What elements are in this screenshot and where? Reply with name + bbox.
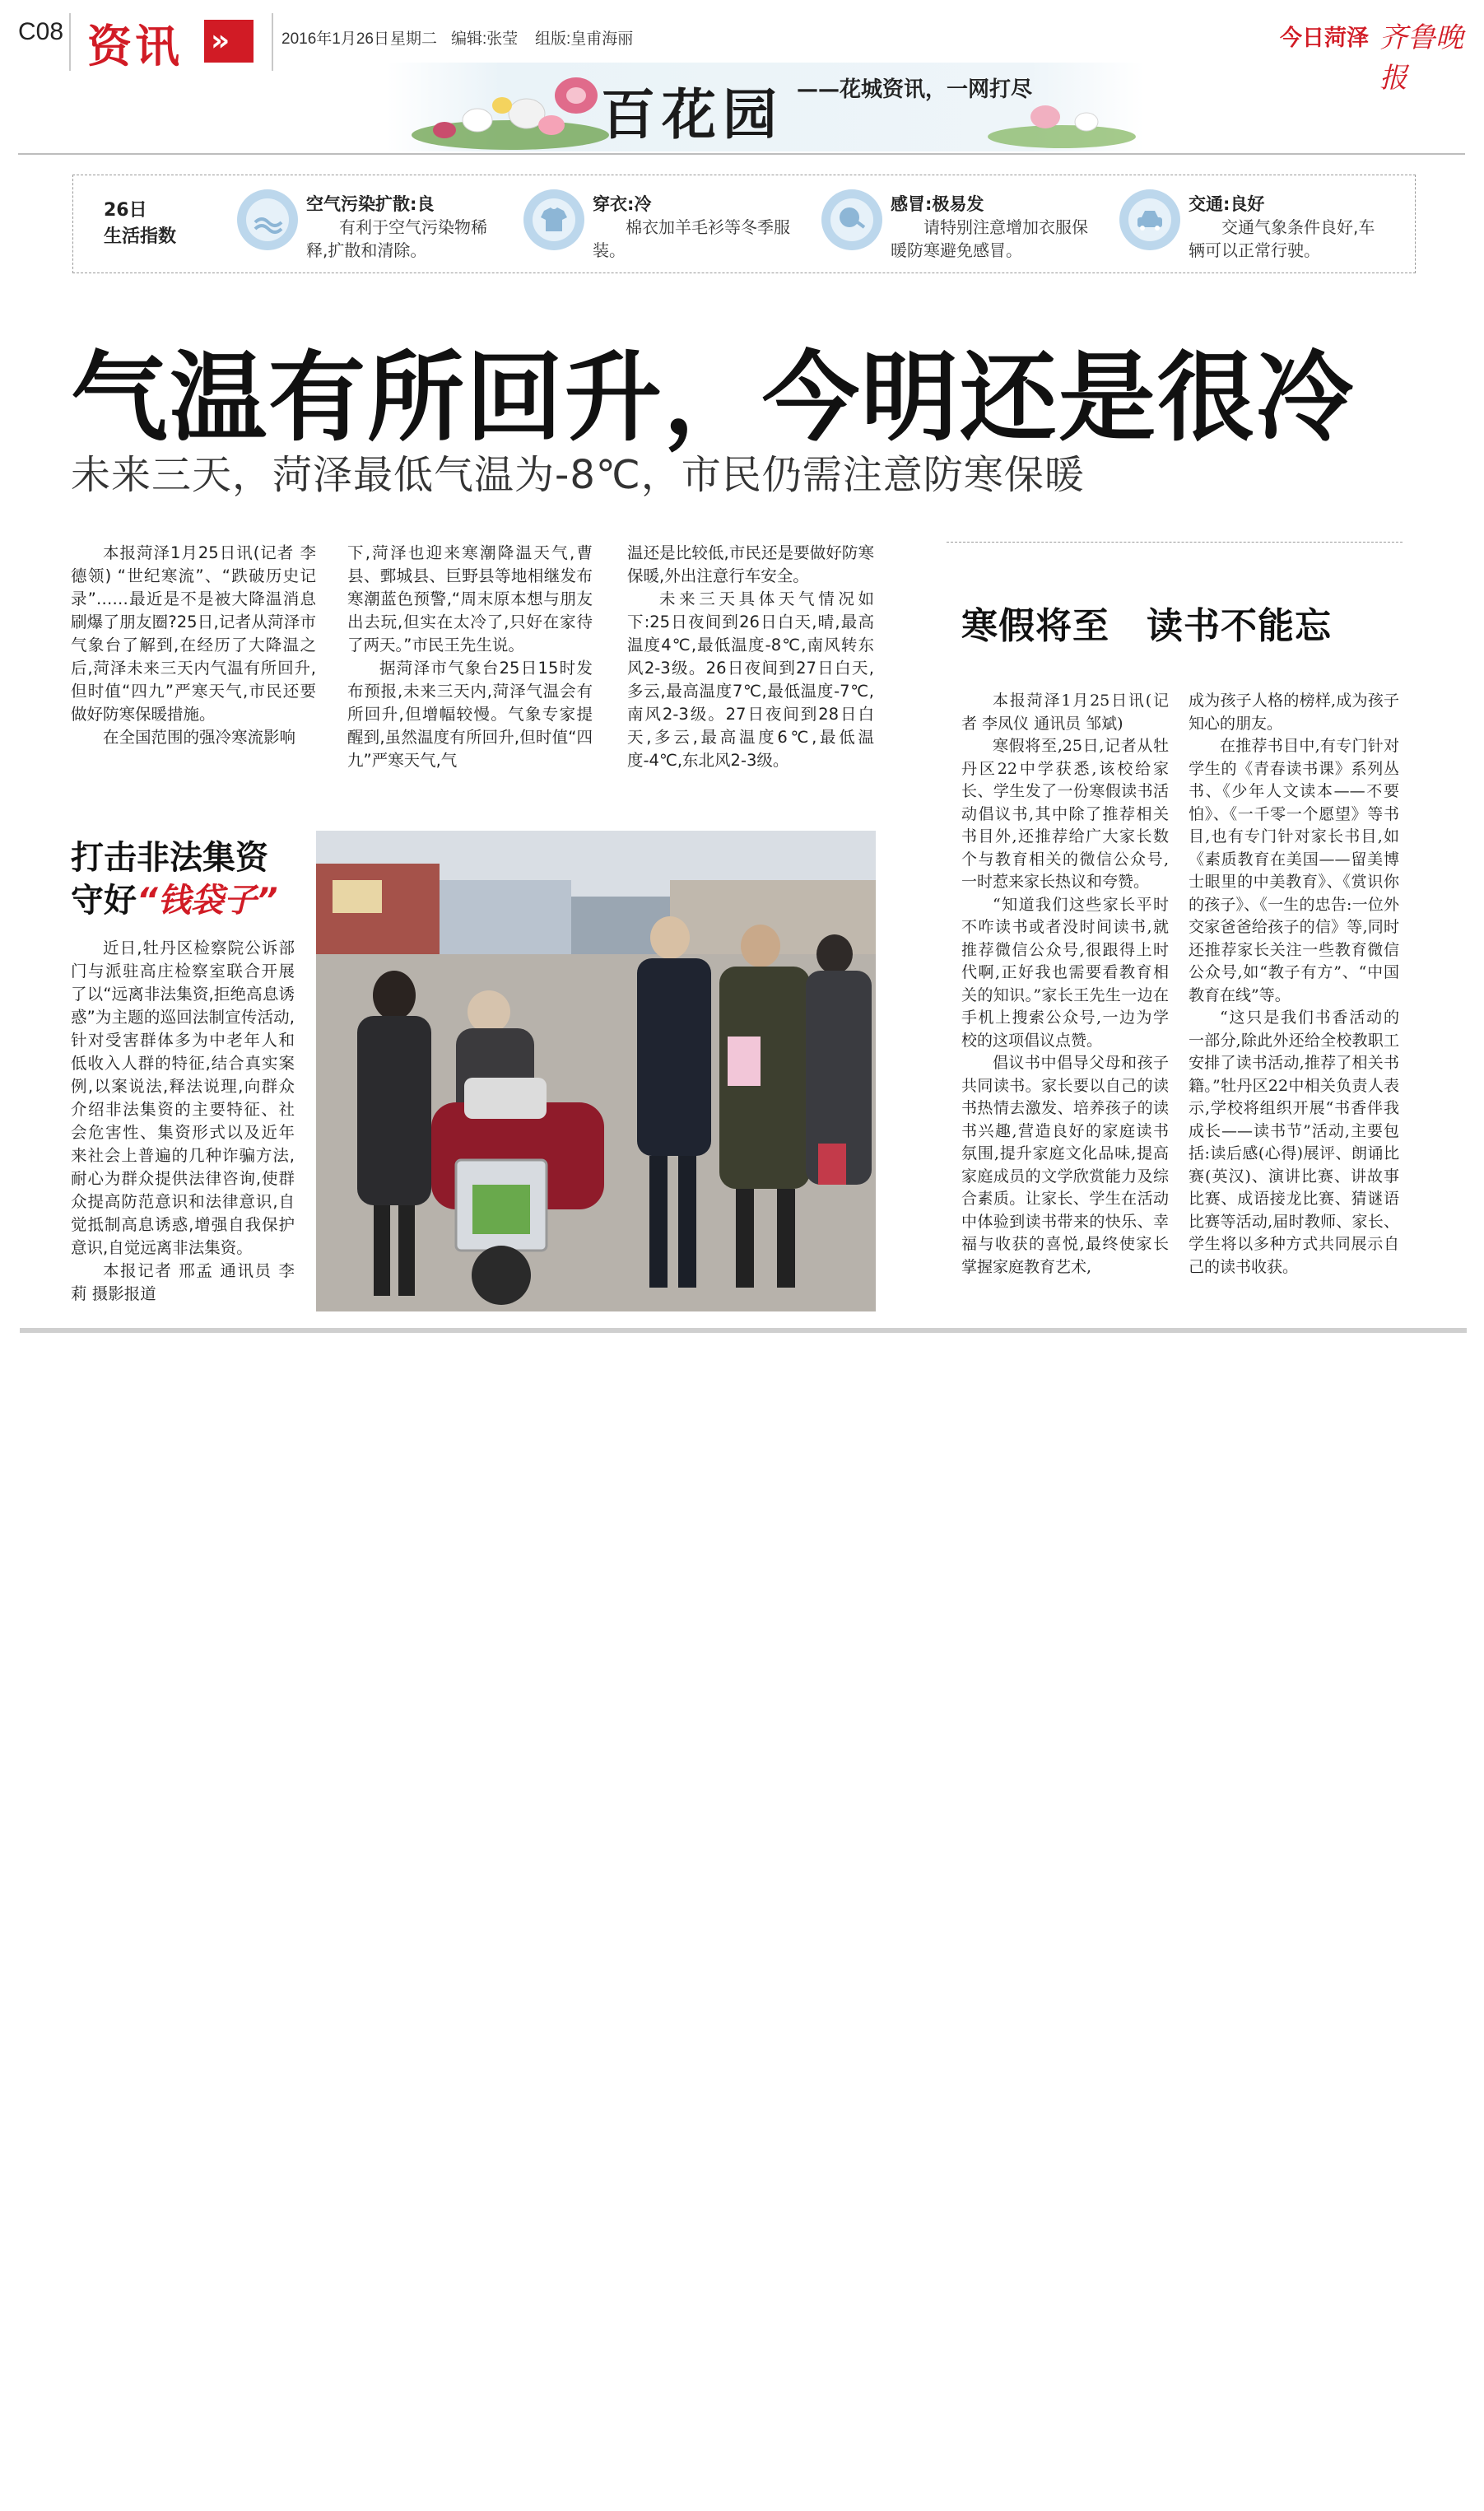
paragraph: 倡议书中倡导父母和孩子共同读书。家长要以自己的读书热情去激发、培养孩子的读书兴趣,营造良好的家庭读书氛围,提升家庭文化品味,提高家庭成员的文学欣赏能力及综合素质。让家长、学生在活动中体验到读书带来的快乐、幸福与收获的喜悦,最终使家长掌握家庭教育艺术, [961, 1054, 1169, 1276]
story3-title: 寒假将至 读书不能忘 [961, 605, 1332, 647]
paragraph: “这只是我们书香活动的一部分,除此外还给全校教职工安排了读书活动,推荐了相关书籍。”牡丹区22中相关负责人表示,学校将组织开展“书香伴我成长——读书节”活动,主要包括:读后感(心得)展评、朗诵比赛(英汉)、演讲比赛、讲故事比赛、成语接龙比赛、猜谜语比赛等活动,届时教师、家长、学生将以多种方式共同展示自己的读书收获。 [1189, 1009, 1399, 1276]
index-day: 26日 [104, 200, 147, 221]
section-title: 资讯 [87, 20, 183, 72]
header-divider [272, 13, 273, 71]
index-item-desc: 棉衣加羊毛衫等冬季服装。 [593, 217, 790, 260]
story2-title-line: 打击非法集资 [71, 839, 268, 877]
story2-title-highlight: “钱袋子” [137, 882, 278, 920]
index-item-title: 穿衣:冷 [593, 194, 652, 214]
editor-credit: 编辑:张莹 [451, 30, 519, 48]
index-label: 生活指数 [104, 226, 177, 247]
issue-weekday: 星期二 [390, 30, 438, 48]
paragraph: 成为孩子人格的榜样,成为孩子知心的朋友。 [1189, 692, 1399, 733]
index-item-title: 空气污染扩散:良 [306, 194, 435, 214]
person-figure [806, 934, 872, 1185]
story2-title-text: 守好 [71, 882, 137, 920]
story3-rule [947, 542, 1403, 543]
story2-body [71, 937, 295, 1306]
news-photo [316, 831, 876, 1311]
banner-subtitle: ——花城资讯，一网打尽 [797, 77, 1033, 102]
index-date [104, 198, 176, 250]
page-number: C08 [18, 18, 64, 45]
cold-icon [821, 189, 882, 250]
banner-title: 百花园 [601, 82, 784, 147]
paragraph: 寒假将至,25日,记者从牡丹区22中学获悉,该校给家长、学生发了一份寒假读书活动倡议书,其中除了推荐相关书目外,还推荐给广大家长数个与教育相关的微信公众号,一时惹来家长热议和夸赞。 [961, 737, 1169, 891]
paragraph: “知道我们这些家长平时不咋读书或者没时间读书,就推荐微信公众号,很跟得上时代啊,正好我也需要看教育相关的知识。”家长王先生一边在手机上搜索公众号,一边为学校的这项倡议点赞。 [961, 895, 1169, 1050]
newspaper-logo: 齐鲁晚报 [1379, 21, 1463, 95]
lead-subheadline: 未来三天，菏泽最低气温为-8℃，市民仍需注意防寒保暖 [71, 452, 1085, 498]
index-item-title: 交通:良好 [1189, 194, 1265, 214]
lead-headline: 气温有所回升，今明还是很冷 [71, 341, 1356, 454]
index-item-desc: 交通气象条件良好,车辆可以正常行驶。 [1189, 217, 1375, 260]
story3-column-2 [1189, 690, 1399, 1279]
paragraph: 在全国范围的强冷寒流影响 [103, 728, 296, 747]
index-item-desc: 有利于空气污染物稀释,扩散和清除。 [306, 217, 487, 260]
story2-title-line [71, 879, 278, 922]
byline: 本报菏泽1月25日讯(记者 李凤仪 通讯员 邹斌) [961, 692, 1169, 733]
section-badge [204, 20, 254, 63]
paragraph: 据菏泽市气象台25日15时发布预报,未来三天内,菏泽气温会有所回升,但增幅较慢。气象专家提醒到,虽然温度有所回升,但时值“四九”严寒天气,气 [347, 659, 593, 770]
lead-column-1 [71, 542, 316, 749]
paragraph: 下,菏泽也迎来寒潮降温天气,曹县、鄄城县、巨野县等地相继发布寒潮蓝色预警,“周末原本想与朋友出去玩,但实在太冷了,只好在家待了两天。”市民王先生说。 [347, 543, 593, 655]
byline: 本报记者 邢孟 通讯员 李莉 摄影报道 [71, 1261, 295, 1303]
lead-column-2 [347, 542, 593, 772]
smog-icon [237, 189, 298, 250]
paragraph: 在推荐书目中,有专门针对学生的《青春读书课》系列丛书、《少年人文读本——不要怕》、《一千零一个愿望》等书目,也有专门针对家长书目,如《素质教育在美国——留美博士眼里的中美教育》、《赏识你的孩子》、《一生的忠告:一位外交家爸爸给孩子的信》等,同时还推荐家长关注一些教育微信公众号,如“教子有方”、“中国教育在线”等。 [1189, 737, 1399, 1004]
double-chevron-icon: » [211, 24, 230, 58]
story3-column-1 [961, 690, 1169, 1279]
paragraph: 未来三天具体天气情况如下:25日夜间到26日白天,晴,最高温度4℃,最低温度-8℃,南风转东风2-3级。26日夜间到27日白天,多云,最高温度7℃,最低温度-7℃,南风2-3级。27日夜间到28日白天,多云,最高温度6℃,最低温度-4℃,东北风2-3级。 [627, 589, 874, 770]
paragraph: 温还是比较低,市民还是要做好防寒保暖,外出注意行车安全。 [627, 543, 874, 585]
index-item-title: 感冒:极易发 [891, 194, 984, 214]
paragraph: 本报菏泽1月25日讯(记者 李德领) “世纪寒流”、“跌破历史记录”……最近是不是被大降温消息刷爆了朋友圈?25日,记者从菏泽市气象台了解到,在经历了大降温之后,菏泽未来三天内气温有所回升,但时值“四九”严寒天气,市民还要做好防寒保暖措施。 [71, 543, 316, 724]
header-divider [69, 13, 71, 71]
shirt-icon [523, 189, 584, 250]
brand-name: 今日菏泽 [1280, 26, 1369, 51]
index-item-desc: 请特别注意增加衣服保暖防寒避免感冒。 [891, 217, 1088, 260]
paragraph: 近日,牡丹区检察院公诉部门与派驻高庄检察室联合开展了以“远离非法集资,拒绝高息诱惑”为主题的巡回法制宣传活动,针对受害群体多为中老年人和低收入人群的特征,结合真实案例,以案说法,释法说理,向群众介绍非法集资的主要特征、社会危害性、集资形式以及近年来社会上普遍的几种诈骗方法,耐心为群众提供法律咨询,使群众提高防范意识和法律意识,自觉抵制高息诱惑,增强自我保护意识,自觉远离非法集资。 [71, 939, 295, 1257]
page-bottom-rule [20, 1328, 1467, 1333]
header-rule [18, 153, 1465, 155]
lead-column-3 [627, 542, 874, 772]
layout-credit: 组版:皇甫海丽 [535, 30, 634, 48]
issue-date: 2016年1月26日 [281, 30, 389, 48]
car-icon [1119, 189, 1180, 250]
story2-title [71, 836, 278, 922]
